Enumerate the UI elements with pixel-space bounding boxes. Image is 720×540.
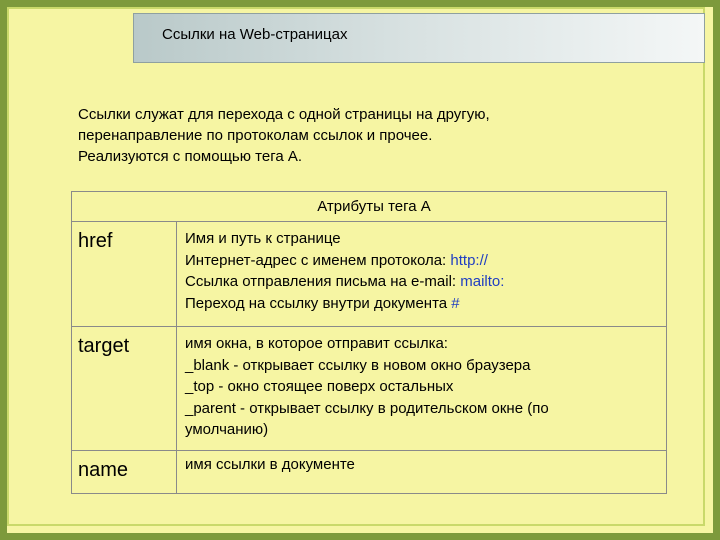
description-line: _top - окно стоящее поверх остальных — [185, 378, 454, 395]
attribute-description — [177, 327, 667, 451]
attribute-name: href — [72, 222, 177, 327]
description-line: _blank - открывает ссылку в новом окно браузера — [185, 356, 531, 374]
attribute-description — [177, 222, 667, 327]
description-text: Имя и путь к странице — [185, 230, 341, 247]
slide-title: Ссылки на Web-страницах — [162, 26, 348, 43]
description-line: _parent - открывает ссылку в родительском окне (по — [185, 399, 549, 417]
attribute-name: name — [72, 451, 177, 494]
description-line — [185, 250, 660, 272]
attributes-table — [71, 191, 667, 494]
attribute-description — [177, 451, 667, 494]
table-row — [72, 327, 667, 451]
description-line — [185, 228, 660, 250]
protocol-highlight: # — [451, 294, 460, 312]
intro-line: Реализуются с помощью тега А. — [78, 148, 303, 165]
protocol-highlight: mailto: — [460, 273, 505, 290]
intro-line: Ссылки служат для перехода с одной страницы на другую, — [78, 106, 490, 123]
attribute-name: target — [72, 327, 177, 451]
description-text: Переход на ссылку внутри документа — [185, 294, 452, 312]
table-header-row — [72, 192, 667, 222]
table-row — [72, 451, 667, 494]
description-line — [185, 271, 660, 293]
intro-paragraph — [78, 104, 638, 167]
table-row — [72, 222, 667, 327]
intro-line: перенаправление по протоколам ссылок и прочее. — [78, 127, 433, 144]
description-text: Ссылка отправления письма на e-mail: — [185, 273, 461, 290]
description-line: имя ссылки в документе — [185, 456, 355, 473]
description-line — [185, 293, 660, 315]
protocol-highlight: http:// — [450, 251, 488, 269]
title-bar — [133, 13, 705, 63]
description-line: имя окна, в которое отправит ссылка: — [185, 335, 448, 352]
description-text: Интернет-адрес с именем протокола: — [185, 251, 451, 269]
table-header — [72, 192, 667, 222]
description-line: умолчанию) — [185, 421, 269, 438]
table-header-label: Атрибуты тега А — [317, 198, 431, 215]
